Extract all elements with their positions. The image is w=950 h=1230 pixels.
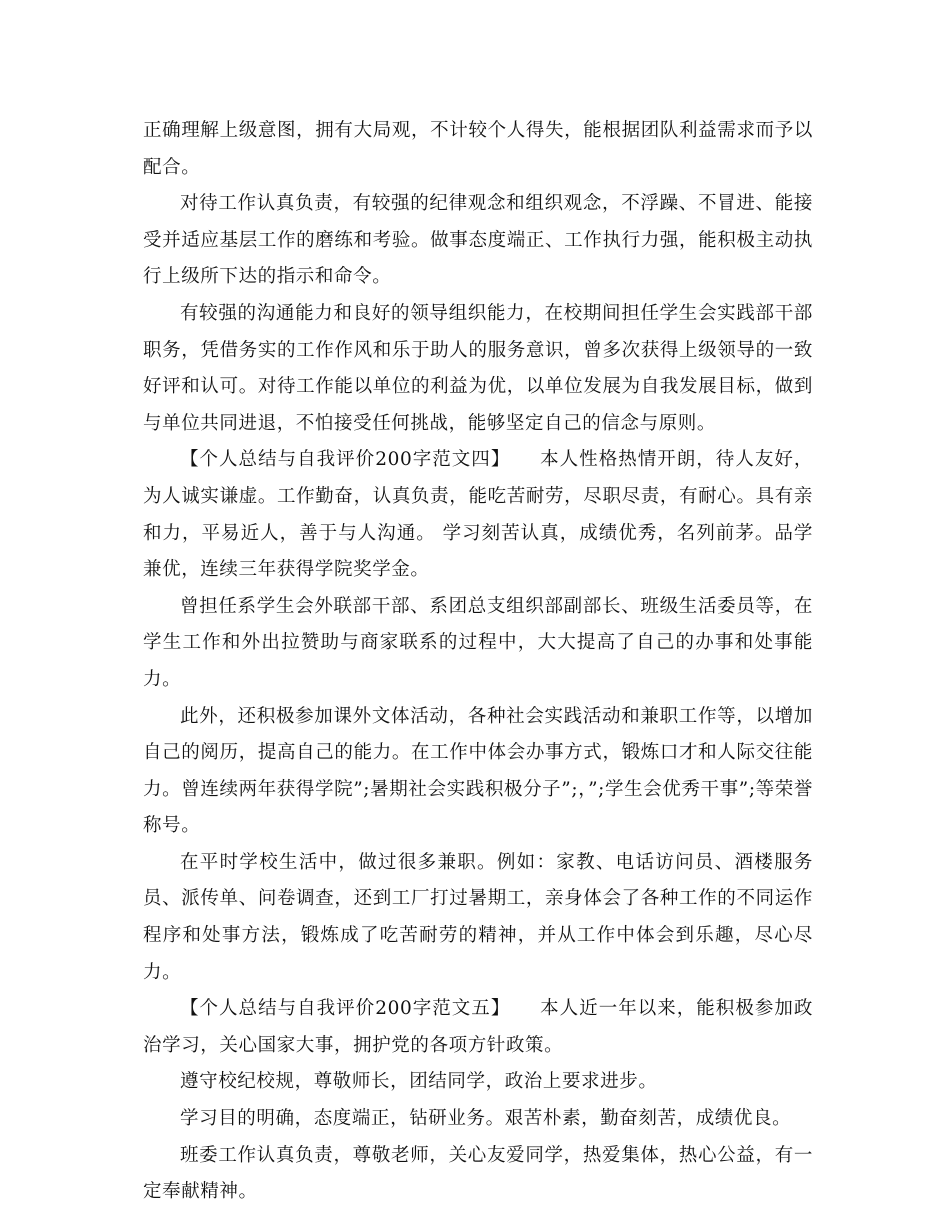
paragraph: 在平时学校生活中，做过很多兼职。例如：家教、电话访问员、酒楼服务员、派传单、问卷调查，还到工厂打过暑期工，亲身体会了各种工作的不同运作程序和处事方法，锻炼成了吃苦耐劳的精神，并从工作中体会到乐趣，尽心尽力。 <box>143 851 813 983</box>
paragraph: 有较强的沟通能力和良好的领导组织能力，在校期间担任学生会实践部干部职务，凭借务实的工作作风和乐于助人的服务意识，曾多次获得上级领导的一致好评和认可。对待工作能以单位的利益为优，以单位发展为自我发展目标，做到与单位共同进退，不怕接受任何挑战，能够坚定自己的信念与原则。 <box>143 302 813 434</box>
paragraph: 班委工作认真负责，尊敬老师，关心友爱同学，热爱集体，热心公益，有一定奉献精神。 <box>143 1144 813 1203</box>
paragraph: 【个人总结与自我评价200字范文五】 本人近一年以来，能积极参加政治学习，关心国家大事，拥护党的各项方针政策。 <box>143 998 813 1056</box>
paragraph: 此外，还积极参加课外文体活动，各种社会实践活动和兼职工作等，以增加自己的阅历，提高自己的能力。在工作中体会办事方式，锻炼口才和人际交往能力。曾连续两年获得学院”;暑期社会实践积极分子”;，”;学生会优秀干事”;等荣誉称号。 <box>143 705 813 837</box>
paragraph: 正确理解上级意图，拥有大局观，不计较个人得失，能根据团队利益需求而予以配合。 <box>143 120 813 178</box>
paragraph: 对待工作认真负责，有较强的纪律观念和组织观念，不浮躁、不冒进、能接受并适应基层工作的磨练和考验。做事态度端正、工作执行力强，能积极主动执行上级所下达的指示和命令。 <box>143 193 813 288</box>
paragraph: 遵守校纪校规，尊敬师长，团结同学，政治上要求进步。 <box>180 1071 658 1093</box>
document-body <box>143 113 813 1211</box>
paragraph: 曾担任系学生会外联部干部、系团总支组织部副部长、班级生活委员等，在学生工作和外出拉赞助与商家联系的过程中，大大提高了自己的办事和处事能力。 <box>143 595 813 690</box>
paragraph: 学习目的明确，态度端正，钻研业务。艰苦朴素，勤奋刻苦，成绩优良。 <box>180 1108 792 1130</box>
paragraph: 【个人总结与自我评价200字范文四】 本人性格热情开朗，待人友好，为人诚实谦虚。工作勤奋，认真负责，能吃苦耐劳，尽职尽责，有耐心。具有亲和力，平易近人，善于与人沟通。 学习刻苦认真，成绩优秀，名列前茅。品学兼优，连续三年获得学院奖学金。 <box>143 449 813 581</box>
